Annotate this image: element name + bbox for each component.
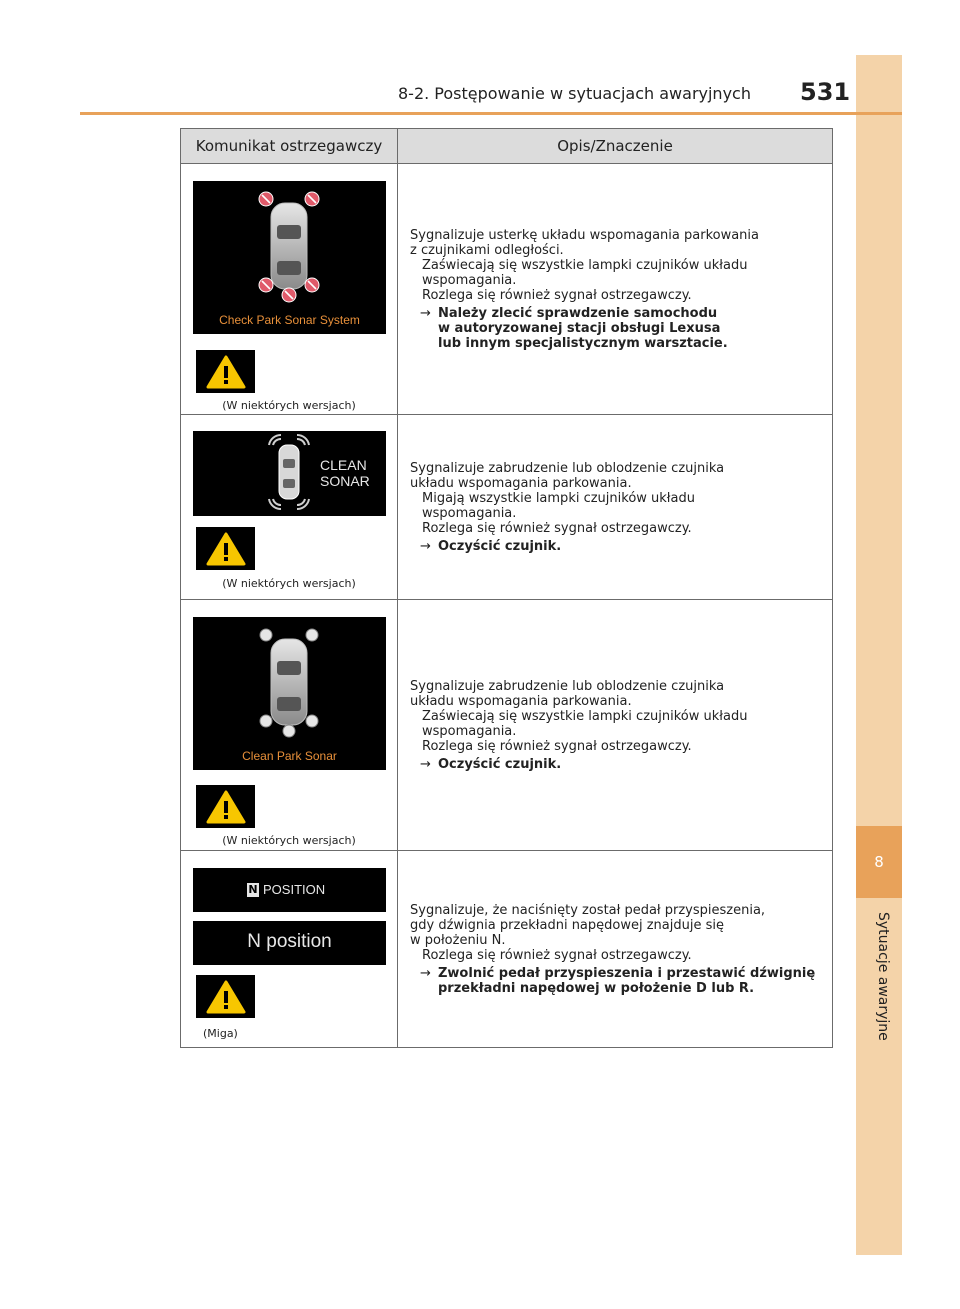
header-rule (80, 112, 902, 115)
screen-message: Check Park Sonar System (219, 313, 360, 327)
action-text: Oczyścić czujnik. (438, 756, 562, 772)
warning-triangle-icon (206, 980, 246, 1014)
warning-light (196, 350, 255, 393)
table-row (181, 415, 833, 600)
description-cell (398, 851, 833, 1048)
description-cell (398, 600, 833, 851)
description-line: z czujnikami odległości. (410, 242, 564, 258)
display-screen (193, 431, 386, 516)
description-line: wspomagania. (422, 272, 517, 288)
message-cell (181, 851, 398, 1048)
description-line: układu wspomagania parkowania. (410, 693, 632, 709)
parking-sensor-diagram (193, 617, 386, 770)
version-note: (W niektórych wersjach) (222, 399, 356, 412)
description-line: układu wspomagania parkowania. (410, 475, 632, 491)
chapter-label: Sytuacje awaryjne (875, 912, 891, 1041)
warning-light (196, 527, 255, 570)
parking-sensor-diagram (193, 181, 386, 334)
description-line: Migają wszystkie lampki czujników układu (422, 490, 695, 506)
chapter-number: 8 (856, 826, 902, 898)
table-row (181, 164, 833, 415)
description-line: Zaświecają się wszystkie lampki czujników układu (422, 257, 748, 273)
col-header-description: Opis/Znaczenie (398, 129, 833, 164)
action-item (410, 306, 832, 351)
description-line: Sygnalizuje usterkę układu wspomagania parkowania (410, 227, 760, 243)
warning-triangle-icon (206, 355, 246, 389)
warning-table (180, 128, 833, 1048)
blink-note: (Miga) (203, 1027, 238, 1040)
screen-message: N position (247, 931, 332, 952)
description-line: Sygnalizuje zabrudzenie lub oblodzenie czujnika (410, 460, 725, 476)
description-line: gdy dźwignia przekładni napędowej znajduje się (410, 917, 724, 933)
version-note: (W niektórych wersjach) (222, 577, 356, 590)
display-screen (193, 868, 386, 912)
description-line: wspomagania. (422, 723, 517, 739)
section-title: 8-2. Postępowanie w sytuacjach awaryjnych (398, 84, 751, 103)
message-cell (181, 415, 398, 600)
description-cell (398, 415, 833, 600)
warning-light (196, 975, 255, 1018)
version-note: (W niektórych wersjach) (222, 834, 356, 847)
description-line: Zaświecają się wszystkie lampki czujników układu (422, 708, 748, 724)
action-item (410, 757, 832, 772)
warning-triangle-icon (206, 790, 246, 824)
description-line: Rozlega się również sygnał ostrzegawczy. (422, 738, 692, 754)
table-header-row (181, 129, 833, 164)
action-item (410, 539, 832, 554)
warning-triangle-icon (206, 532, 246, 566)
screen-message: Clean Park Sonar (242, 749, 337, 763)
col-header-message: Komunikat ostrzegawczy (181, 129, 398, 164)
gear-badge: N (248, 883, 258, 896)
description-line: w położeniu N. (410, 932, 506, 948)
description-cell (398, 164, 833, 415)
display-screen (193, 921, 386, 965)
action-text: Zwolnić pedał przyspieszenia i przestawić dźwignię przekładni napędowej w położenie D lub R. (438, 965, 816, 996)
screen-message: CLEAN (320, 457, 367, 473)
message-cell (181, 600, 398, 851)
car-icon (279, 445, 299, 499)
action-text: Oczyścić czujnik. (438, 538, 562, 554)
description-line: wspomagania. (422, 505, 517, 521)
page-number: 531 (800, 78, 851, 106)
message-cell (181, 164, 398, 415)
table-row (181, 851, 833, 1048)
screen-message: SONAR (320, 473, 370, 489)
description-line: Rozlega się również sygnał ostrzegawczy. (422, 287, 692, 303)
arrow-icon: → (420, 965, 431, 981)
display-screen (193, 617, 386, 770)
description-line: Rozlega się również sygnał ostrzegawczy. (422, 947, 692, 963)
car-icon (271, 203, 307, 289)
description-line: Sygnalizuje zabrudzenie lub oblodzenie czujnika (410, 678, 725, 694)
action-text: Należy zlecić sprawdzenie samochodu w autoryzowanej stacji obsługi Lexusa lub innym specjalistycznym warsztacie. (438, 305, 728, 351)
table-row (181, 600, 833, 851)
arrow-icon: → (420, 756, 431, 772)
chapter-tab-bar (856, 55, 902, 1255)
car-icon (271, 639, 307, 725)
arrow-icon: → (420, 305, 431, 321)
arrow-icon: → (420, 538, 431, 554)
action-item (410, 966, 832, 996)
description-line: Rozlega się również sygnał ostrzegawczy. (422, 520, 692, 536)
warning-light (196, 785, 255, 828)
display-screen (193, 181, 386, 334)
description-line: Sygnalizuje, że naciśnięty został pedał przyspieszenia, (410, 902, 766, 918)
screen-message: POSITION (263, 882, 326, 897)
